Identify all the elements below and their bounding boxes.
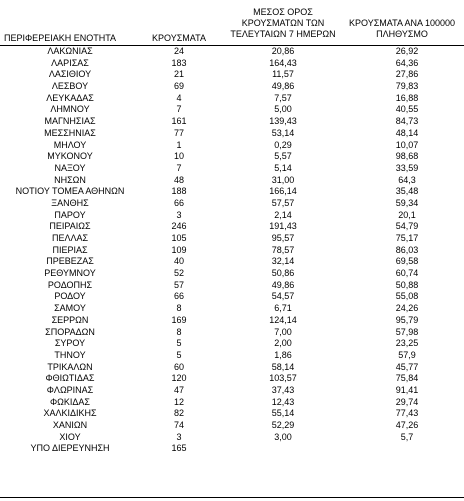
cell-cases: 3 <box>176 209 182 220</box>
cell-avg7: 57,57 <box>271 197 295 208</box>
cell-avg7: 5,00 <box>274 104 292 115</box>
header-avg-line-3: ΤΕΛΕΥΤΑΙΩΝ 7 ΗΜΕΡΩΝ <box>230 29 336 39</box>
cell-region: ΧΙΟΥ <box>59 431 81 442</box>
header-avg-line-2: ΚΡΟΥΣΜΑΤΩΝ ΤΩΝ <box>241 18 325 28</box>
cell-per100k: 91,41 <box>395 384 419 395</box>
cell-per100k: 57,9 <box>398 349 416 360</box>
cell-region: ΠΙΕΡΙΑΣ <box>52 244 88 255</box>
cell-avg7: 95,57 <box>271 233 295 243</box>
cell-per100k: 10,07 <box>395 139 419 150</box>
table-row <box>0 186 464 198</box>
cell-region: ΛΑΣΙΘΙΟΥ <box>48 69 92 80</box>
cell-cases: 66 <box>173 197 184 208</box>
cell-avg7: 1,86 <box>274 349 292 360</box>
cell-cases: 21 <box>173 69 184 80</box>
cell-region: ΞΑΝΘΗΣ <box>51 197 89 208</box>
cell-region: ΠΡΕΒΕΖΑΣ <box>46 256 94 267</box>
header-cases-per-100k <box>340 18 464 40</box>
cell-per100k: 40,55 <box>395 104 419 115</box>
cell-per100k: 84,73 <box>395 116 419 127</box>
cell-avg7: 31,00 <box>271 174 295 185</box>
cell-avg7: 52,29 <box>271 420 295 430</box>
cell-avg7: 5,14 <box>274 162 292 173</box>
table-row <box>0 233 464 245</box>
cell-avg7: 5,57 <box>274 151 292 162</box>
cell-avg7: 124,14 <box>269 314 297 325</box>
cell-region: ΛΗΜΝΟΥ <box>50 104 90 115</box>
table-row <box>0 210 464 222</box>
cell-cases: 8 <box>176 326 182 337</box>
table-row <box>0 81 464 93</box>
cell-cases: 77 <box>173 127 184 138</box>
cell-cases: 10 <box>173 151 184 162</box>
cell-region: ΧΑΛΚΙΔΙΚΗΣ <box>43 408 97 419</box>
cell-region: ΝΗΣΩΝ <box>54 174 86 185</box>
cell-cases: 7 <box>176 162 182 173</box>
table-row <box>0 46 464 58</box>
cell-per100k: 20,1 <box>398 209 416 220</box>
cell-per100k: 69,58 <box>395 256 419 267</box>
table-row <box>0 116 464 128</box>
cell-cases: 47 <box>173 384 184 395</box>
cell-per100k: 23,25 <box>395 338 419 349</box>
table-row <box>0 58 464 70</box>
cell-cases: 52 <box>173 268 184 279</box>
cell-region: ΡΕΘΥΜΝΟΥ <box>44 268 96 279</box>
cell-region: ΡΟΔΟΠΗΣ <box>47 279 93 290</box>
cell-region: ΠΑΡΟΥ <box>54 209 86 220</box>
cell-region: ΣΥΡΟΥ <box>54 338 86 349</box>
cell-cases: 183 <box>171 57 187 68</box>
cell-per100k: 64,3 <box>398 174 416 185</box>
cell-avg7: 20,86 <box>271 46 295 56</box>
cell-region: ΣΠΟΡΑΔΩΝ <box>45 326 95 337</box>
cell-avg7: 50,86 <box>271 268 295 279</box>
cell-cases: 66 <box>173 291 184 302</box>
table-row <box>0 104 464 116</box>
header-cases: ΚΡΟΥΣΜΑΤΑ <box>152 33 206 43</box>
cell-avg7: 78,57 <box>271 244 295 255</box>
cell-per100k: 75,17 <box>395 233 419 243</box>
cell-region: ΜΗΛΟΥ <box>53 139 87 150</box>
table-row <box>0 221 464 233</box>
cell-cases: 3 <box>176 431 182 442</box>
cell-avg7: 164,43 <box>269 57 297 68</box>
cell-region: ΠΕΙΡΑΙΩΣ <box>49 221 91 232</box>
cell-region: ΝΑΞΟΥ <box>54 162 86 173</box>
header-per100k-line-2: ΠΛΗΘΥΣΜΟ <box>376 29 428 39</box>
cell-per100k: 16,88 <box>395 92 419 103</box>
cell-per100k: 98,68 <box>395 151 419 162</box>
table-row <box>0 338 464 350</box>
cell-avg7: 12,43 <box>271 396 295 407</box>
cell-avg7: 0,29 <box>274 139 292 150</box>
cell-region: ΤΗΝΟΥ <box>54 349 86 360</box>
table-row <box>0 140 464 152</box>
cell-avg7: 166,14 <box>269 186 297 197</box>
cell-region: ΠΕΛΛΑΣ <box>51 233 89 243</box>
cell-cases: 109 <box>171 244 187 255</box>
cell-region: ΧΑΝΙΩΝ <box>52 420 88 430</box>
cell-cases: 4 <box>176 92 182 103</box>
cell-cases: 12 <box>173 396 184 407</box>
cell-per100k: 50,88 <box>395 279 419 290</box>
cell-cases: 165 <box>171 443 187 454</box>
cell-cases: 69 <box>173 81 184 92</box>
table-row <box>0 291 464 303</box>
cell-region: ΜΑΓΝΗΣΙΑΣ <box>44 116 96 127</box>
cell-avg7: 103,57 <box>269 373 297 384</box>
cell-avg7: 49,86 <box>271 81 295 92</box>
table-row <box>0 69 464 81</box>
cell-cases: 161 <box>171 116 187 127</box>
table-row <box>0 128 464 140</box>
cell-avg7: 55,14 <box>271 408 295 419</box>
header-region: ΠΕΡΙΦΕΡΕΙΑΚΗ ΕΝΟΤΗΤΑ <box>4 33 117 43</box>
table-row <box>0 432 464 444</box>
cell-per100k: 26,92 <box>395 46 419 56</box>
table-row <box>0 163 464 175</box>
table-row <box>0 315 464 327</box>
cell-per100k: 60,74 <box>395 268 419 279</box>
cell-avg7: 2,00 <box>274 338 292 349</box>
cell-avg7: 54,57 <box>271 291 295 302</box>
cell-avg7: 32,14 <box>271 256 295 267</box>
cell-cases: 188 <box>171 186 187 197</box>
cell-per100k: 47,26 <box>395 420 419 430</box>
header-per100k-line-1: ΚΡΟΥΣΜΑΤΑ ΑΝΑ 100000 <box>349 18 455 28</box>
cell-per100k: 27,86 <box>395 69 419 80</box>
cell-region: ΤΡΙΚΑΛΩΝ <box>47 361 93 372</box>
cell-region: ΣΕΡΡΩΝ <box>51 314 89 325</box>
cell-cases: 1 <box>176 139 182 150</box>
cell-cases: 60 <box>173 361 184 372</box>
table-row <box>0 198 464 210</box>
table-row <box>0 256 464 268</box>
cell-cases: 48 <box>173 174 184 185</box>
cell-cases: 82 <box>173 408 184 419</box>
cell-per100k <box>338 443 464 455</box>
cell-per100k: 57,98 <box>395 326 419 337</box>
cell-region: ΡΟΔΟΥ <box>54 291 86 302</box>
bottom-divider <box>0 497 464 498</box>
cell-per100k: 29,74 <box>395 396 419 407</box>
table-row <box>0 350 464 362</box>
cell-per100k: 5,7 <box>400 431 414 442</box>
table-row <box>0 443 464 455</box>
cell-cases: 24 <box>173 46 184 56</box>
header-avg-7-days <box>228 7 338 40</box>
cell-cases: 105 <box>171 233 187 243</box>
cell-per100k: 59,34 <box>395 197 419 208</box>
header-avg-line-1: ΜΕΣΟΣ ΟΡΟΣ <box>253 7 313 17</box>
cell-cases: 246 <box>171 221 187 232</box>
cell-cases: 5 <box>176 349 182 360</box>
cell-avg7: 7,00 <box>274 326 292 337</box>
table-row <box>0 280 464 292</box>
cell-region: ΛΑΚΩΝΙΑΣ <box>47 46 93 56</box>
cell-region: ΛΑΡΙΣΑΣ <box>51 57 89 68</box>
cell-per100k: 64,36 <box>395 57 419 68</box>
table-row <box>0 175 464 187</box>
cell-cases: 5 <box>176 338 182 349</box>
table-row <box>0 362 464 374</box>
cell-region: ΣΑΜΟΥ <box>54 303 86 314</box>
cell-avg7 <box>218 443 338 455</box>
cell-per100k: 55,08 <box>395 291 419 302</box>
cell-region: ΛΕΥΚΑΔΑΣ <box>46 92 94 103</box>
cell-avg7: 3,00 <box>274 431 292 442</box>
cell-region: ΛΕΣΒΟΥ <box>51 81 89 92</box>
table-row <box>0 268 464 280</box>
cell-per100k: 33,59 <box>395 162 419 173</box>
table-row <box>0 420 464 432</box>
cell-per100k: 35,48 <box>395 186 419 197</box>
table-row <box>0 151 464 163</box>
cell-avg7: 2,14 <box>274 209 292 220</box>
cell-per100k: 95,79 <box>395 314 419 325</box>
cell-region: ΦΩΚΙΔΑΣ <box>50 396 90 407</box>
cell-cases: 57 <box>173 279 184 290</box>
cell-per100k: 24,26 <box>395 303 419 314</box>
table-row <box>0 373 464 385</box>
cell-cases: 74 <box>173 420 184 430</box>
cell-cases: 120 <box>171 373 187 384</box>
cell-region: ΥΠΟ ΔΙΕΡΕΥΝΗΣΗ <box>30 443 110 454</box>
cell-avg7: 11,57 <box>272 69 294 80</box>
cell-per100k: 45,77 <box>395 361 419 372</box>
cell-per100k: 54,79 <box>395 221 419 232</box>
table-row <box>0 327 464 339</box>
cell-region: ΜΥΚΟΝΟΥ <box>47 151 93 162</box>
table-row <box>0 303 464 315</box>
cell-avg7: 49,86 <box>271 279 295 290</box>
cell-per100k: 75,84 <box>395 373 419 384</box>
cell-region: ΦΛΩΡΙΝΑΣ <box>46 384 94 395</box>
table-row <box>0 385 464 397</box>
table-row <box>0 397 464 409</box>
cell-region: ΜΕΣΣΗΝΙΑΣ <box>44 127 96 138</box>
cell-avg7: 6,71 <box>274 303 292 314</box>
cell-avg7: 191,43 <box>269 221 297 232</box>
cell-cases: 169 <box>171 314 187 325</box>
cell-avg7: 139,43 <box>269 116 297 127</box>
table-row <box>0 408 464 420</box>
cell-cases: 40 <box>173 256 184 267</box>
cell-avg7: 53,14 <box>271 127 295 138</box>
table-row <box>0 245 464 257</box>
cell-cases: 8 <box>176 303 182 314</box>
table-row <box>0 93 464 105</box>
cell-per100k: 77,43 <box>395 408 419 419</box>
cell-region: ΦΘΙΩΤΙΔΑΣ <box>45 373 95 384</box>
cell-per100k: 79,83 <box>395 81 419 92</box>
cases-table-body <box>0 46 464 455</box>
cell-avg7: 37,43 <box>271 384 295 395</box>
cell-cases: 7 <box>176 104 182 115</box>
cell-per100k: 86,03 <box>395 244 419 255</box>
cases-table <box>0 46 464 455</box>
cell-avg7: 58,14 <box>271 361 295 372</box>
cell-region: ΝΟΤΙΟΥ ΤΟΜΕΑ ΑΘΗΝΩΝ <box>15 186 125 197</box>
cell-per100k: 48,14 <box>395 127 419 138</box>
cell-avg7: 7,57 <box>274 92 292 103</box>
